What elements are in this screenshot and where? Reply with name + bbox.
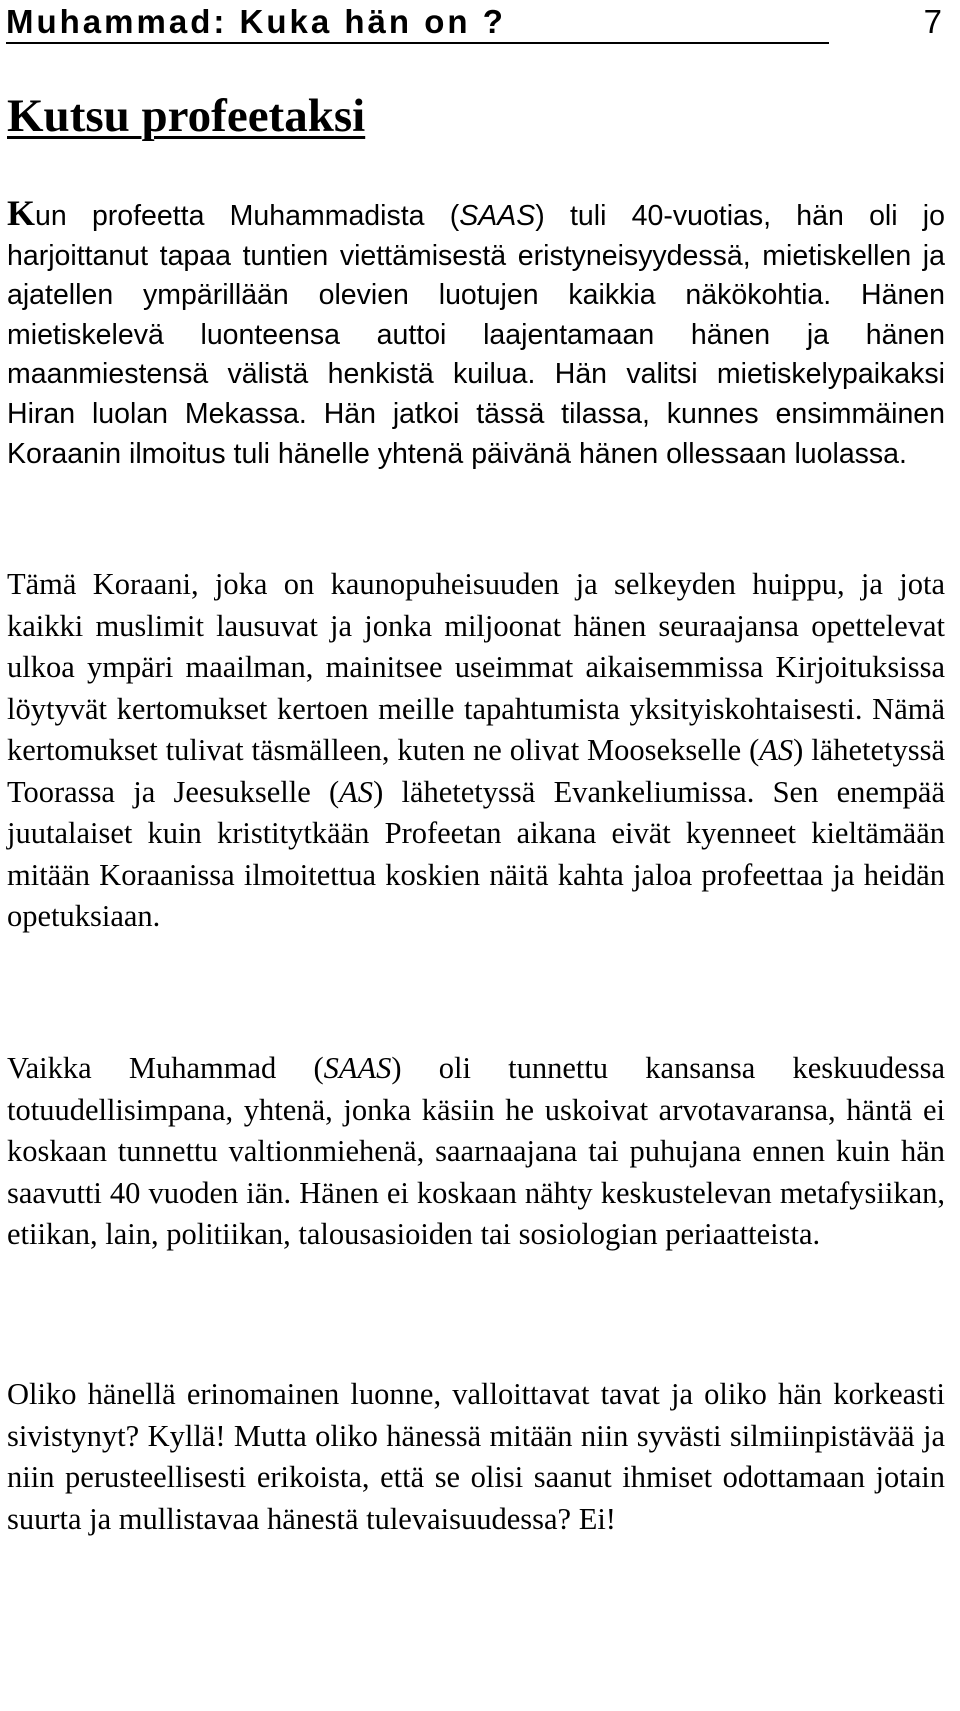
paragraph-2-text-b: ) lähetetyssä Toorassa ja Jeesukselle ( bbox=[7, 733, 946, 809]
paragraph-3-text-a: Vaikka Muhammad ( bbox=[7, 1051, 324, 1085]
paragraph-1-text-a: un profeetta Muhammadista ( bbox=[35, 200, 460, 232]
abbreviation-as: AS bbox=[759, 733, 794, 767]
drop-initial: K bbox=[7, 193, 36, 233]
paragraph-4 bbox=[7, 1374, 945, 1540]
paragraph-2 bbox=[7, 564, 945, 938]
paragraph-3-text-b: ) oli tunnettu kansansa keskuudessa totuudellisimpana, yhtenä, jonka käsiin he uskoivat arvotavaransa, häntä ei koskaan tunnettu valtionmiehenä, saarnaajana tai puhujana ennen kuin hän saavutti 40 vuoden iän. Hänen ei koskaan nähty keskustelevan metafysiikan, etiikan, lain, politiikan, talousasioiden tai sosiologian periaatteista. bbox=[7, 1051, 945, 1251]
paragraph-4-text-a: Oliko hänellä erinomainen luonne, valloittavat tavat ja oliko hän korkeasti sivistynyt? Kyllä! Mutta oliko hänessä mitään niin syvästi silmiinpistävää ja niin perusteellisesti erikoista, että se olisi saanut ihmiset odottamaan jotain suurta ja mullistavaa hänestä tulevaisuudessa? Ei! bbox=[7, 1377, 945, 1536]
paragraph-1-text-b: ) tuli 40-vuotias, hän oli jo harjoittanut tapaa tuntien viettämisestä eristyneisyydessä, mietiskellen ja ajatellen ympärillään olevien luotujen kaikkia näkökohtia. Hänen mietiskelevä luonteensa auttoi laajentamaan hänen ja hänen maanmiestensä välistä henkistä kuilua. Hän valitsi mietiskelypaikaksi Hiran luolan Mekassa. Hän jatkoi tässä tilassa, kunnes ensimmäinen Koraanin ilmoitus tuli hänelle yhtenä päivänä hänen ollessaan luolassa. bbox=[7, 200, 945, 470]
chapter-title: Kutsu profeetaksi bbox=[7, 90, 366, 142]
abbreviation-saas: SAAS bbox=[459, 200, 536, 232]
abbreviation-as: AS bbox=[339, 774, 374, 809]
paragraph-2-text-c: ) lähetetyssä Evankeliumissa. Sen enempää juutalaiset kuin kristitytkään Profeetan aikana eivät kyenneet kieltämään mitään Koraanissa ilmoitettua koskien näitä kahta jaloa profeettaa ja heidän opetuksiaan. bbox=[7, 774, 945, 933]
page-number: 7 bbox=[923, 3, 942, 40]
running-header-title: Muhammad: Kuka hän on ? bbox=[6, 3, 506, 40]
abbreviation-saas: SAAS bbox=[323, 1051, 392, 1085]
paragraph-2-text-a: Tämä Koraani, joka on kaunopuheisuuden ja selkeyden huippu, ja jota kaikki muslimit lausuvat ja jonka miljoonat hänen seuraajansa opettelevat ulkoa ympäri maailman, mainitsee useimmat aikaisemmissa Kirjoituksissa löytyvät kertomukset kertoen meille tapahtumista yksityiskohtaisesti. Nämä kertomukset tulivat täsmälleen, kuten ne olivat Moosekselle ( bbox=[7, 567, 945, 767]
paragraph-3 bbox=[7, 1048, 945, 1256]
paragraph-1 bbox=[7, 194, 945, 473]
running-header bbox=[6, 2, 829, 44]
